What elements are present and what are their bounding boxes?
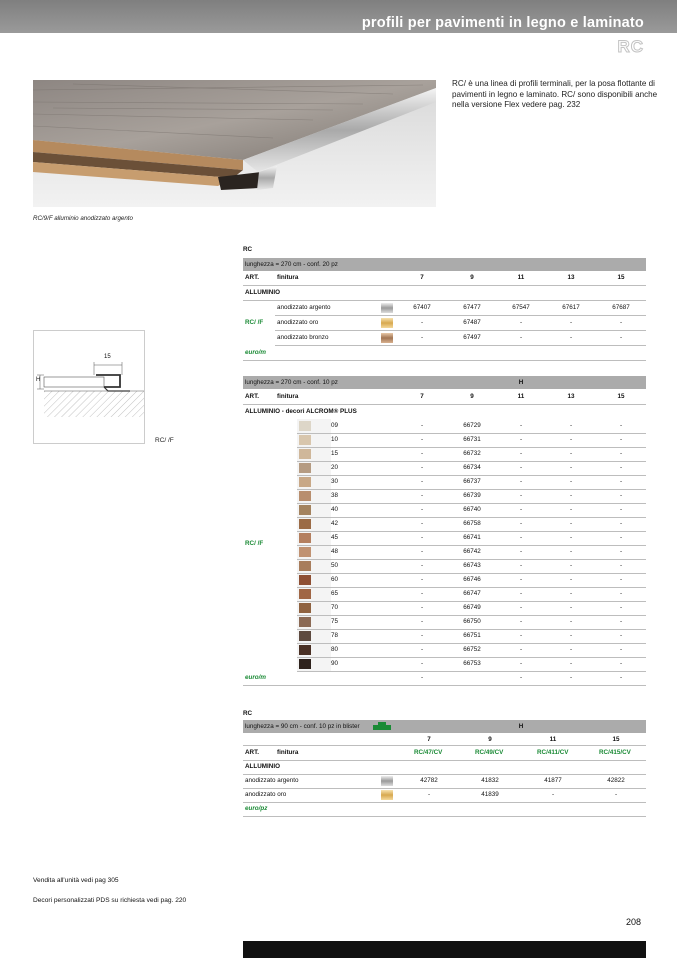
article-code: -	[519, 618, 523, 625]
article-code: 66743	[463, 562, 481, 569]
article-code: -	[420, 334, 424, 341]
article-code: -	[420, 506, 424, 513]
article-code: -	[619, 618, 623, 625]
article-code: -	[619, 562, 623, 569]
size-header: 13	[567, 393, 575, 400]
size-header: 11	[517, 274, 525, 281]
article-code: -	[569, 646, 573, 653]
table-row	[297, 503, 646, 518]
h-label: H	[518, 723, 524, 730]
article-code: -	[551, 791, 555, 798]
size-header: 7	[420, 274, 424, 281]
article-code: -	[519, 492, 523, 499]
article-code: 66740	[463, 506, 481, 513]
size-header: 9	[470, 393, 474, 400]
article-code: -	[519, 506, 523, 513]
size-header: 11	[549, 736, 557, 743]
table-row	[297, 475, 646, 490]
article-code: 66731	[463, 436, 481, 443]
decor-swatch	[299, 463, 311, 473]
table-row	[297, 587, 646, 602]
size-header: 15	[617, 274, 625, 281]
finish-swatch	[381, 790, 393, 800]
dimension-width: 15	[104, 354, 111, 360]
blister-code: RC/415/CV	[599, 749, 631, 756]
article-code: -	[619, 604, 623, 611]
article-code: -	[519, 464, 523, 471]
col-finish: finitura	[277, 393, 299, 400]
price-label: euro/pz	[245, 805, 268, 812]
table-row	[297, 573, 646, 588]
decor-code: 10	[331, 436, 339, 443]
finish-name: anodizzato oro	[245, 791, 287, 798]
article-code: -	[619, 478, 623, 485]
article-code: -	[569, 618, 573, 625]
col-finish: finitura	[277, 274, 299, 281]
article-code: -	[420, 319, 424, 326]
article-code: -	[619, 660, 623, 667]
col-art: ART.	[245, 749, 259, 756]
table-row	[243, 788, 646, 803]
table-title: RC	[243, 710, 253, 717]
decor-code: 80	[331, 646, 339, 653]
article-code: -	[619, 534, 623, 541]
article-code: -	[420, 604, 424, 611]
article-code: -	[420, 632, 424, 639]
table-row	[297, 643, 646, 658]
intro-text: RC/ è una linea di profili terminali, per la posa flottante di pavimenti in legno e laminato. RC/ sono disponibili anche nella versione Flex vedere pag. 232	[452, 79, 658, 109]
article-code: -	[619, 632, 623, 639]
article-code: -	[619, 492, 623, 499]
article-code: -	[569, 319, 573, 326]
article-code: -	[569, 520, 573, 527]
article-code: -	[619, 334, 623, 341]
article-code: -	[519, 436, 523, 443]
decor-code: 50	[331, 562, 339, 569]
article-code: -	[420, 646, 424, 653]
article-code-label: RC/ /F	[245, 319, 264, 326]
page-number: 208	[626, 917, 642, 927]
table-rc-alcrom-decor	[243, 376, 646, 686]
article-code: -	[569, 506, 573, 513]
size-header: 9	[470, 274, 474, 281]
table-rc-270-20pz	[243, 243, 646, 363]
footer-note-unit-sale: Vendita all'unità vedi pag 305	[33, 877, 119, 884]
article-code: -	[569, 660, 573, 667]
article-code: -	[619, 450, 623, 457]
profile-drawing	[33, 330, 145, 444]
article-code: -	[420, 618, 424, 625]
article-code: -	[569, 334, 573, 341]
col-art: ART.	[245, 393, 259, 400]
decor-code: 45	[331, 534, 339, 541]
decor-swatch	[299, 491, 311, 501]
table-row	[297, 461, 646, 476]
article-code: 67687	[612, 304, 630, 311]
blister-code: RC/411/CV	[537, 749, 569, 756]
table-row	[297, 489, 646, 504]
article-code: 67487	[463, 319, 481, 326]
article-code: -	[519, 562, 523, 569]
size-header: 15	[612, 736, 620, 743]
blister-icon	[373, 722, 391, 730]
table-row	[297, 419, 646, 434]
article-code: -	[569, 492, 573, 499]
article-code: -	[420, 548, 424, 555]
dimension-height: H	[36, 377, 41, 383]
decor-code: 40	[331, 506, 339, 513]
article-code: -	[569, 534, 573, 541]
decor-swatch	[299, 659, 311, 669]
table-row	[297, 517, 646, 532]
article-code: -	[420, 562, 424, 569]
article-code: -	[519, 319, 523, 326]
article-code: -	[569, 604, 573, 611]
article-code: -	[619, 646, 623, 653]
decor-code: 20	[331, 464, 339, 471]
article-code: -	[619, 422, 623, 429]
finish-name: anodizzato argento	[277, 304, 331, 311]
table-row	[275, 301, 646, 316]
finish-name: anodizzato oro	[277, 319, 319, 326]
article-code: -	[614, 791, 618, 798]
table-row	[297, 531, 646, 546]
article-code: 67407	[413, 304, 431, 311]
article-code: -	[420, 534, 424, 541]
table-row	[297, 657, 646, 672]
price-label: euro/m	[245, 674, 266, 681]
article-code: -	[569, 450, 573, 457]
article-code: 66734	[463, 464, 481, 471]
article-code: -	[420, 660, 424, 667]
article-code: -	[420, 422, 424, 429]
decor-swatch	[299, 561, 311, 571]
article-code: -	[519, 632, 523, 639]
size-header: 7	[427, 736, 431, 743]
article-code: -	[420, 520, 424, 527]
length-info: lunghezza = 270 cm - conf. 20 pz	[245, 261, 338, 268]
article-code: 66750	[463, 618, 481, 625]
article-code: -	[420, 464, 424, 471]
finish-swatch	[381, 776, 393, 786]
article-code: -	[519, 576, 523, 583]
article-code: -	[420, 450, 424, 457]
section-label: ALLUMINIO - decori ALCROM® PLUS	[245, 408, 357, 415]
article-code: -	[569, 548, 573, 555]
table-rc-blister	[243, 707, 646, 817]
table-row	[297, 559, 646, 574]
article-code: 67477	[463, 304, 481, 311]
decor-code: 70	[331, 604, 339, 611]
price-label: euro/m	[245, 349, 266, 356]
article-code: -	[420, 590, 424, 597]
decor-swatch	[299, 589, 311, 599]
finish-swatch	[381, 333, 393, 343]
article-code: -	[619, 319, 623, 326]
article-code: -	[569, 562, 573, 569]
article-code: -	[519, 590, 523, 597]
article-code: -	[519, 604, 523, 611]
table-row	[243, 774, 646, 789]
decor-swatch	[299, 631, 311, 641]
decor-code: 30	[331, 478, 339, 485]
article-code: 66747	[463, 590, 481, 597]
decor-swatch	[299, 575, 311, 585]
article-code: 67617	[562, 304, 580, 311]
article-code: -	[569, 576, 573, 583]
article-code: 66729	[463, 422, 481, 429]
article-code: -	[420, 492, 424, 499]
decor-swatch	[299, 449, 311, 459]
length-info: lunghezza = 270 cm - conf. 10 pz	[245, 379, 338, 386]
article-code: 42782	[420, 777, 438, 784]
decor-swatch	[299, 505, 311, 515]
article-code: 66737	[463, 478, 481, 485]
size-header: 13	[567, 274, 575, 281]
article-code: 67547	[512, 304, 530, 311]
size-header: 11	[517, 393, 525, 400]
article-code: 66758	[463, 520, 481, 527]
article-code: -	[519, 534, 523, 541]
article-code: -	[569, 632, 573, 639]
table-row	[275, 316, 646, 331]
article-code: -	[427, 791, 431, 798]
decor-code: 48	[331, 548, 339, 555]
finish-swatch	[381, 318, 393, 328]
article-code: -	[519, 520, 523, 527]
article-code: -	[569, 590, 573, 597]
article-code: -	[619, 548, 623, 555]
table-row	[297, 601, 646, 616]
article-code: 66741	[463, 534, 481, 541]
decor-code: 60	[331, 576, 339, 583]
size-header: 15	[617, 393, 625, 400]
decor-code: 15	[331, 450, 339, 457]
decor-code: 90	[331, 660, 339, 667]
article-code: 66749	[463, 604, 481, 611]
finish-swatch	[381, 303, 393, 313]
product-code-badge: RC	[617, 37, 644, 56]
article-code: -	[519, 478, 523, 485]
article-code: 66742	[463, 548, 481, 555]
decor-swatch	[299, 603, 311, 613]
table-row	[297, 615, 646, 630]
finish-name: anodizzato argento	[245, 777, 299, 784]
size-header: 7	[420, 393, 424, 400]
table-row	[297, 545, 646, 560]
price-value: -	[569, 674, 573, 681]
article-code: -	[420, 436, 424, 443]
article-code: 66752	[463, 646, 481, 653]
price-value: -	[519, 674, 523, 681]
decor-code: 75	[331, 618, 339, 625]
article-code: -	[519, 422, 523, 429]
finish-name: anodizzato bronzo	[277, 334, 329, 341]
table-row	[297, 433, 646, 448]
decor-code: 78	[331, 632, 339, 639]
blister-code: RC/47/CV	[414, 749, 443, 756]
article-code: -	[569, 464, 573, 471]
page-title: profili per pavimenti in legno e laminato	[361, 15, 644, 31]
decor-swatch	[299, 519, 311, 529]
blister-code: RC/49/CV	[475, 749, 504, 756]
table-row	[297, 447, 646, 462]
article-code: 66739	[463, 492, 481, 499]
table-row	[275, 331, 646, 346]
size-header: 9	[488, 736, 492, 743]
decor-swatch	[299, 617, 311, 627]
section-label: ALLUMINIO	[245, 289, 280, 296]
article-code: -	[619, 436, 623, 443]
decor-swatch	[299, 547, 311, 557]
article-code: -	[619, 464, 623, 471]
article-code: -	[569, 436, 573, 443]
table-title: RC	[243, 246, 253, 253]
price-value: -	[619, 674, 623, 681]
drawing-label: RC/ /F	[155, 437, 174, 444]
table-row	[297, 629, 646, 644]
article-code: 41877	[544, 777, 562, 784]
article-code: -	[569, 478, 573, 485]
article-code: 67497	[463, 334, 481, 341]
article-code: -	[519, 646, 523, 653]
h-label: H	[518, 379, 524, 386]
decor-code: 09	[331, 422, 339, 429]
footer-note-custom-decor: Decori personalizzati PDS su richiesta vedi pag. 220	[33, 897, 187, 904]
col-finish: finitura	[277, 749, 299, 756]
article-code: -	[519, 548, 523, 555]
product-photo	[33, 80, 436, 207]
decor-swatch	[299, 533, 311, 543]
article-code-label: RC/ /F	[245, 540, 264, 547]
article-code: -	[619, 576, 623, 583]
col-art: ART.	[245, 274, 259, 281]
article-code: 41832	[481, 777, 499, 784]
footer-bar	[243, 941, 646, 958]
section-label: ALLUMINIO	[245, 763, 280, 770]
decor-code: 65	[331, 590, 339, 597]
article-code: 66753	[463, 660, 481, 667]
article-code: -	[619, 590, 623, 597]
decor-code: 42	[331, 520, 339, 527]
article-code: -	[420, 478, 424, 485]
length-info: lunghezza = 90 cm - conf. 10 pz in blister	[245, 723, 360, 730]
article-code: -	[619, 520, 623, 527]
article-code: -	[569, 422, 573, 429]
article-code: -	[619, 506, 623, 513]
article-code: -	[519, 334, 523, 341]
photo-caption: RC/9/F alluminio anodizzato argento	[33, 215, 133, 222]
decor-swatch	[299, 477, 311, 487]
decor-swatch	[299, 421, 311, 431]
decor-code: 38	[331, 492, 339, 499]
article-code: 41839	[481, 791, 499, 798]
decor-swatch	[299, 645, 311, 655]
article-code: 66746	[463, 576, 481, 583]
decor-swatch	[299, 435, 311, 445]
article-code: 66732	[463, 450, 481, 457]
article-code: -	[519, 660, 523, 667]
article-code: 42822	[607, 777, 625, 784]
article-code: -	[519, 450, 523, 457]
article-code: -	[420, 576, 424, 583]
article-code: 66751	[463, 632, 481, 639]
price-value: -	[420, 674, 424, 681]
